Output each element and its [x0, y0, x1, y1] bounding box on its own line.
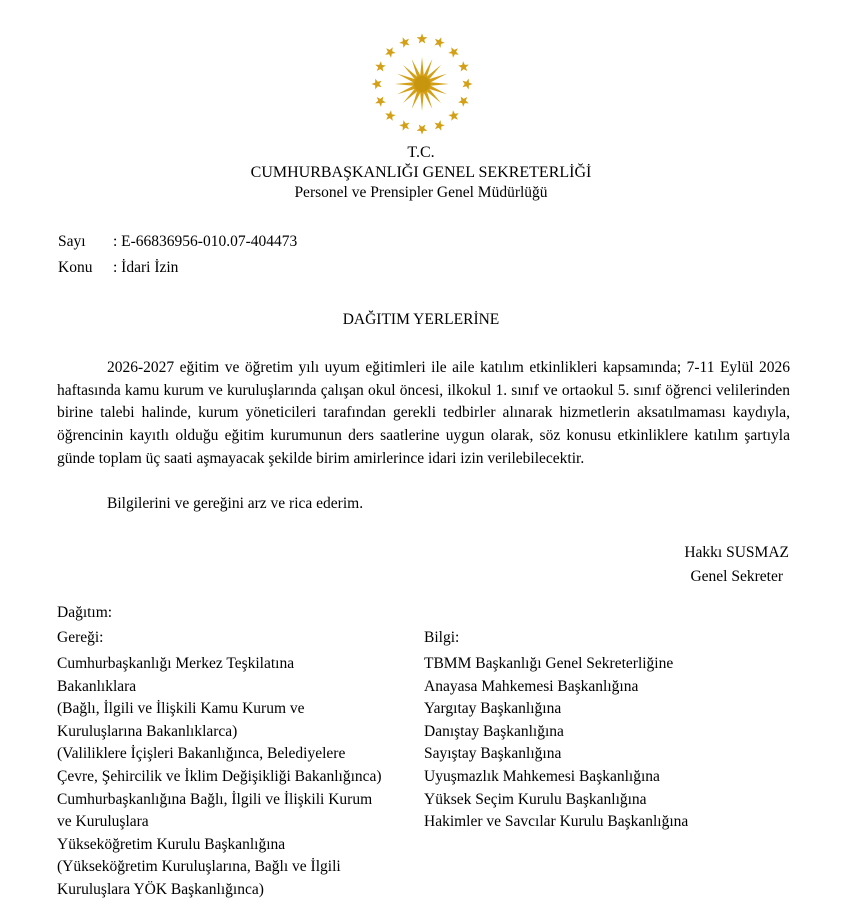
bilgi-item: Danıştay Başkanlığına	[424, 722, 564, 740]
geregi-item: (Valiliklere İçişleri Bakanlığınca, Belediyelere	[57, 745, 346, 763]
bilgi-item: Hakimler ve Savcılar Kurulu Başkanlığına	[424, 813, 689, 831]
unit-name: Personel ve Prensipler Genel Müdürlüğü	[294, 184, 548, 201]
emblem-star-icon	[375, 61, 386, 71]
geregi-item: ve Kuruluşlara	[57, 813, 149, 831]
emblem-star-icon	[434, 120, 444, 131]
bilgi-label: Bilgi:	[424, 629, 460, 646]
emblem-star-icon	[448, 47, 459, 58]
sayi-value: : E-66836956-010.07-404473	[113, 233, 298, 250]
closing-sentence: Bilgilerini ve gereğini arz ve rica ederim.	[107, 495, 364, 512]
signatory-title: Genel Sekreter	[690, 568, 783, 585]
geregi-label: Gereği:	[57, 629, 104, 646]
geregi-list	[57, 653, 422, 902]
signatory-name: Hakkı SUSMAZ	[684, 544, 789, 561]
emblem-star-icon	[371, 79, 381, 90]
sayi-label: Sayı	[58, 233, 86, 250]
bilgi-item: Yüksek Seçim Kurulu Başkanlığına	[424, 790, 647, 808]
bilgi-item: TBMM Başkanlığı Genel Sekreterliğine	[424, 655, 674, 672]
geregi-item: Cumhurbaşkanlığı Merkez Teşkilatına	[57, 655, 295, 672]
geregi-item: Çevre, Şehircilik ve İklim Değişikliği Bakanlığınca)	[57, 767, 382, 785]
emblem-sun-core	[414, 76, 430, 92]
konu-label: Konu	[58, 259, 93, 276]
emblem-star-icon	[399, 120, 409, 131]
emblem-star-icon	[448, 110, 459, 121]
emblem-star-icon	[399, 37, 409, 48]
presidential-emblem-icon	[370, 32, 474, 136]
addressee: DAĞITIM YERLERİNE	[342, 311, 500, 328]
emblem-star-icon	[385, 47, 396, 58]
bilgi-item: Uyuşmazlık Mahkemesi Başkanlığına	[424, 767, 660, 785]
emblem-star-icon	[458, 96, 469, 106]
geregi-item: (Bağlı, İlgili ve İlişkili Kamu Kurum ve	[57, 700, 305, 718]
body-paragraph: 2026-2027 eğitim ve öğretim yılı uyum eğitimleri ile aile katılım etkinlikleri kapsamında; 7-11 Eylül 2026 haftasında kamu kurum ve kuruluşlarında çalışan okul öncesi, ilkokul 1. sınıf ve ortaokul 5. sınıf öğrenci velilerinden birine talebi halinde, kurum yöneticileri tarafından gerekli tedbirler alınarak hizmetlerin aksatılmaması kaydıyla, öğrencinin kayıtlı olduğu eğitim kurumunun ders saatlerine uygun olarak, söz konusu etkinliklere katılım şartıyla günde toplam üç saati aşmayacak şekilde birim amirlerince idari izin verilebilecektir.	[57, 359, 790, 467]
bilgi-item: Yargıtay Başkanlığına	[424, 700, 562, 718]
country-abbrev: T.C.	[407, 144, 435, 161]
emblem-star-icon	[417, 33, 428, 43]
bilgi-list	[424, 653, 804, 834]
emblem-star-icon	[458, 61, 469, 71]
emblem-star-icon	[417, 124, 428, 134]
emblem-star-icon	[375, 96, 386, 106]
geregi-item: Bakanlıklara	[57, 677, 137, 695]
bilgi-item: Anayasa Mahkemesi Başkanlığına	[424, 677, 639, 695]
emblem-star-icon	[385, 110, 396, 121]
emblem-star-icon	[462, 79, 472, 90]
bilgi-item: Sayıştay Başkanlığına	[424, 745, 562, 763]
konu-value: : İdari İzin	[113, 259, 179, 276]
distribution-title: Dağıtım:	[57, 604, 113, 621]
geregi-item: (Yükseköğretim Kuruluşlarına, Bağlı ve İlgili	[57, 858, 341, 876]
geregi-item: Cumhurbaşkanlığına Bağlı, İlgili ve İlişkili Kurum	[57, 790, 373, 808]
geregi-item: Kuruluşlara YÖK Başkanlığınca)	[57, 880, 264, 898]
geregi-item: Yükseköğretim Kurulu Başkanlığına	[57, 835, 286, 853]
organization-name: CUMHURBAŞKANLIĞI GENEL SEKRETERLİĞİ	[250, 164, 592, 181]
geregi-item: Kuruluşlarına Bakanlıklarca)	[57, 722, 238, 740]
emblem-star-icon	[434, 37, 444, 48]
